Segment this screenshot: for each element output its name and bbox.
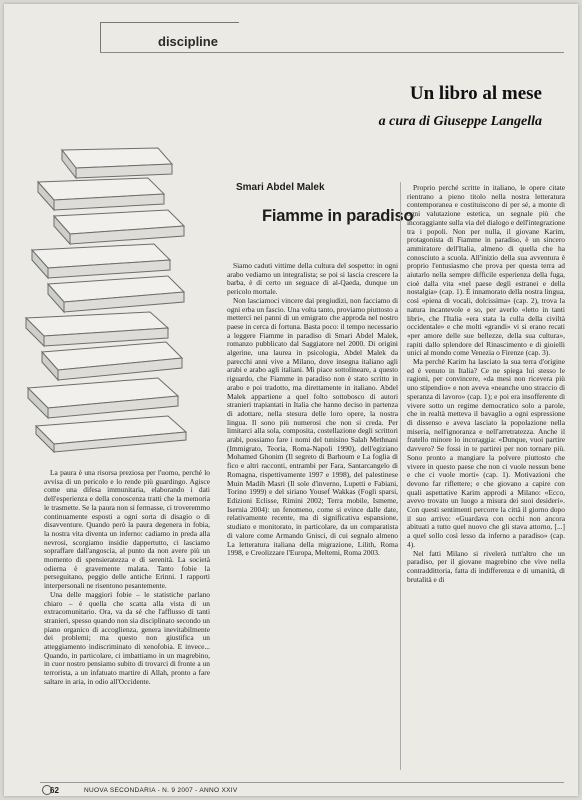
column-divider <box>400 182 401 770</box>
book-title: Fiamme in paradiso <box>262 207 414 225</box>
paragraph: Non lasciamoci vincere dai pregiudizi, non facciamo di ogni erba un fascio. Una volta tanto, proviamo piuttosto a metterci nei panni di un emigrato che approda nel nostro paese in cerca di fortuna. Basta poco: il tempo necessario a leggere Fiamme in paradiso di Smari Abdel Malek, romanzo pubblicato dal Saggiatore nel 2000. Di origini algerine, una laurea in psicologia, Abdel Malek da parecchi anni vive a Milano, dove insegna italiano agli arabi e arabo agli italiani. Mi piace sottolineare, a questo riguardo, che Fiamme in paradiso non è stato scritto in arabo e poi tradotto, ma direttamente in italiano. Abdel Malek appartiene a quel folto sottobosco di autori stranieri trapiantati in Italia che hanno deciso in partenza di adottare, nella stesura delle loro opere, la nostra lingua. Il sono più numerosi che non si creda. Per limitarci alla sola, composita, costellazione degli scrittori arabi, possiamo fare i nomi del tunisino Salah Methnani (Immigrato, Teoria, Roma-Napoli 1990), dell'egiziano Mohamed Ghonim (Il segreto di Barhoum e La foglia di fico e altri racconti, entrambi per Fara, Santarcangelo di Romagna, rispettivamente 1997 e 1998), del palestinese Muin Madih Masri (Il sole d'inverno, Lupetti e Fabiani, Torino 1999) e del siriano Yousef Wakkas (Fogli sparsi, Edizioni Eclisse, Rimini 2002; Terra mobile, Ismeme, Isernia 2004): un fenomeno, come si evince dalle date, relativamente recente, ma di significativa espansione, studiato e monitorato, in particolare, da un comparatista di valore come Armando Gnisci, di cui segnalo almeno La letteratura italiana della migrazione, Lilith, Roma 1998, e Creolizzare l'Europa, Meltemi, Roma 2003. <box>227 295 398 558</box>
magazine-page <box>4 4 578 796</box>
article-column-middle <box>227 262 398 768</box>
article-column-left <box>44 469 210 769</box>
paragraph: Proprio perché scritte in italiano, le opere citate rientrano a pieno titolo nella nostra letteratura contemporanea e costituiscono di per sé, a monte di ogni valutazione estetica, un segnale più che incoraggiante sulla via del dialogo e dell'integrazione tra i popoli. Non per nulla, il giovane Karim, protagonista di Fiamme in paradiso, è un sincero ammiratore dell'Italia, almeno di quella che ha conosciuto a scuola. All'inizio della sua avventura è proprio l'entusiasmo che prova per questa terra ad aiutarlo nella sempre difficile esperienza della fuga, cioè dalla vita «nel paese degli estranei e della nostalgia» (cap. 1). È innamorato della nostra lingua, così «piena di vocali, dolcissima» (cap. 2), trova la natura incantevole e so, per averlo «letto in tanti libri», che l'Italia «era stata la culla della civiltà occidentale» e che molti «grandi» vi si erano recati «per amore delle sue bellezze, della sua cultura», rapiti dallo splendore del Rinascimento e di gioielli unici al mondo come Venezia o Firenze (cap. 3). <box>407 184 565 358</box>
book-stack-illustration <box>18 126 208 454</box>
paragraph: Ma perché Karim ha lasciato la sua terra d'origine ed è venuto in Italia? Ce ne spiega lui stesso le ragioni, per convincere, «da mesi non ricevera più uno stipendio» e non aveva «neanche uno straccio di speranza di lavoro» (cap. 1); e poi era insofferente di vivere sotto un regime democratico solo a parole, che in realtà metteva il bavaglio a ogni espressione di dissenso e aveva lasciato la popolazione nella miseria, nell'ignoranza e nell'arretratezza. Anche il fratello minore lo incoraggia: «Dunque, vuoi partire davvero? Se fossi in te partirei per non tornare più. Sono pronto a mangiare la polvere piuttosto che vivere in questo paese che non ci vuole nessun bene e che ci vuole morti» (cap. 1). Motivazioni che devono far riflettere; e che giovano a capire con quali aspettative Karim approdi a Milano: «Ecco, avevo trovato un luogo a misura dei suoi desideri». Con questi sentimenti percorre la città il giorno dopo il suo arrivo: «Guardava con occhi non ancora abituati a tutto quel nuovo che gli stava attorno, [...] a quel sollo così lesso da inferno a paradiso» (cap. 4). <box>407 357 565 549</box>
section-label: discipline <box>158 34 218 49</box>
paragraph: La paura è una risorsa preziosa per l'uomo, perché lo avvisa di un pericolo e lo rende più guardingo. Agisce come una difesa immunitaria, elaborando i dati dell'esperienza e della conoscenza tratti che la memoria le trasmette. Se la paura non si fermasse, ci troveremmo continuamente esposti a ogni sorta di disagio o di disavventure. Quando però la paura degenera in fobia, la nostra vita diventa un inferno: cadiamo in preda alla nevrosi, scorgiamo insidie dappertutto, ci lasciamo sopraffare dall'angoscia, al punto da non avere più un momento di spensieratezza e di serenità. La società odierna è gravemente malata. Tanto fobie la perseguitano, peggio delle antiche Erinni. I rapporti interpersonali ne risentono pesantemente. <box>44 469 210 591</box>
paragraph: Una delle maggiori fobie – le statistiche parlano chiaro – è quella che scatta alla vista di un extracomunitario. Ora, va da sé che l'afflusso di tanti stranieri, spesso quando non sia disciplinato secondo un piano organico di accoglienza, genera inevitabilmente dei problemi; ma questo non giustifica un atteggiamento indiscriminato di xenofobia. E invece... Quando, in particolare, ci imbattiamo in un magrebino, in cuor nostro pensiamo subito di trovarci di fronte a un terrorista, a un infatuato martire di Allah, pronto a fare saltare in aria, in odio all'Occidente. <box>44 589 210 686</box>
page-number: 62 <box>50 786 59 795</box>
curator-prefix: a cura di <box>378 114 430 129</box>
rubric-title: Un libro al mese <box>409 83 542 104</box>
curator-name: Giuseppe Langella <box>433 114 542 129</box>
footer-publication: NUOVA SECONDARIA - N. 9 2007 - ANNO XXIV <box>84 787 238 794</box>
top-rule <box>100 52 564 53</box>
article-column-right <box>407 184 565 768</box>
footer-rule <box>40 782 564 783</box>
book-author: Smari Abdel Malek <box>236 182 325 193</box>
paragraph: Siamo caduti vittime della cultura del sospetto: in ogni arabo vediamo un integralista; se poi si lascia crescere la barba, è di certo un seguace di al-Qaeda, dunque un pericolo mortale. <box>227 262 398 297</box>
curator-line <box>379 114 542 130</box>
paragraph: Nel fatti Milano si rivelerà tutt'altro che un paradiso, per il giovane magrebino che vive nella contraddittoria, fatta di indifferenza e di umanità, di brutalità e di <box>407 548 565 584</box>
